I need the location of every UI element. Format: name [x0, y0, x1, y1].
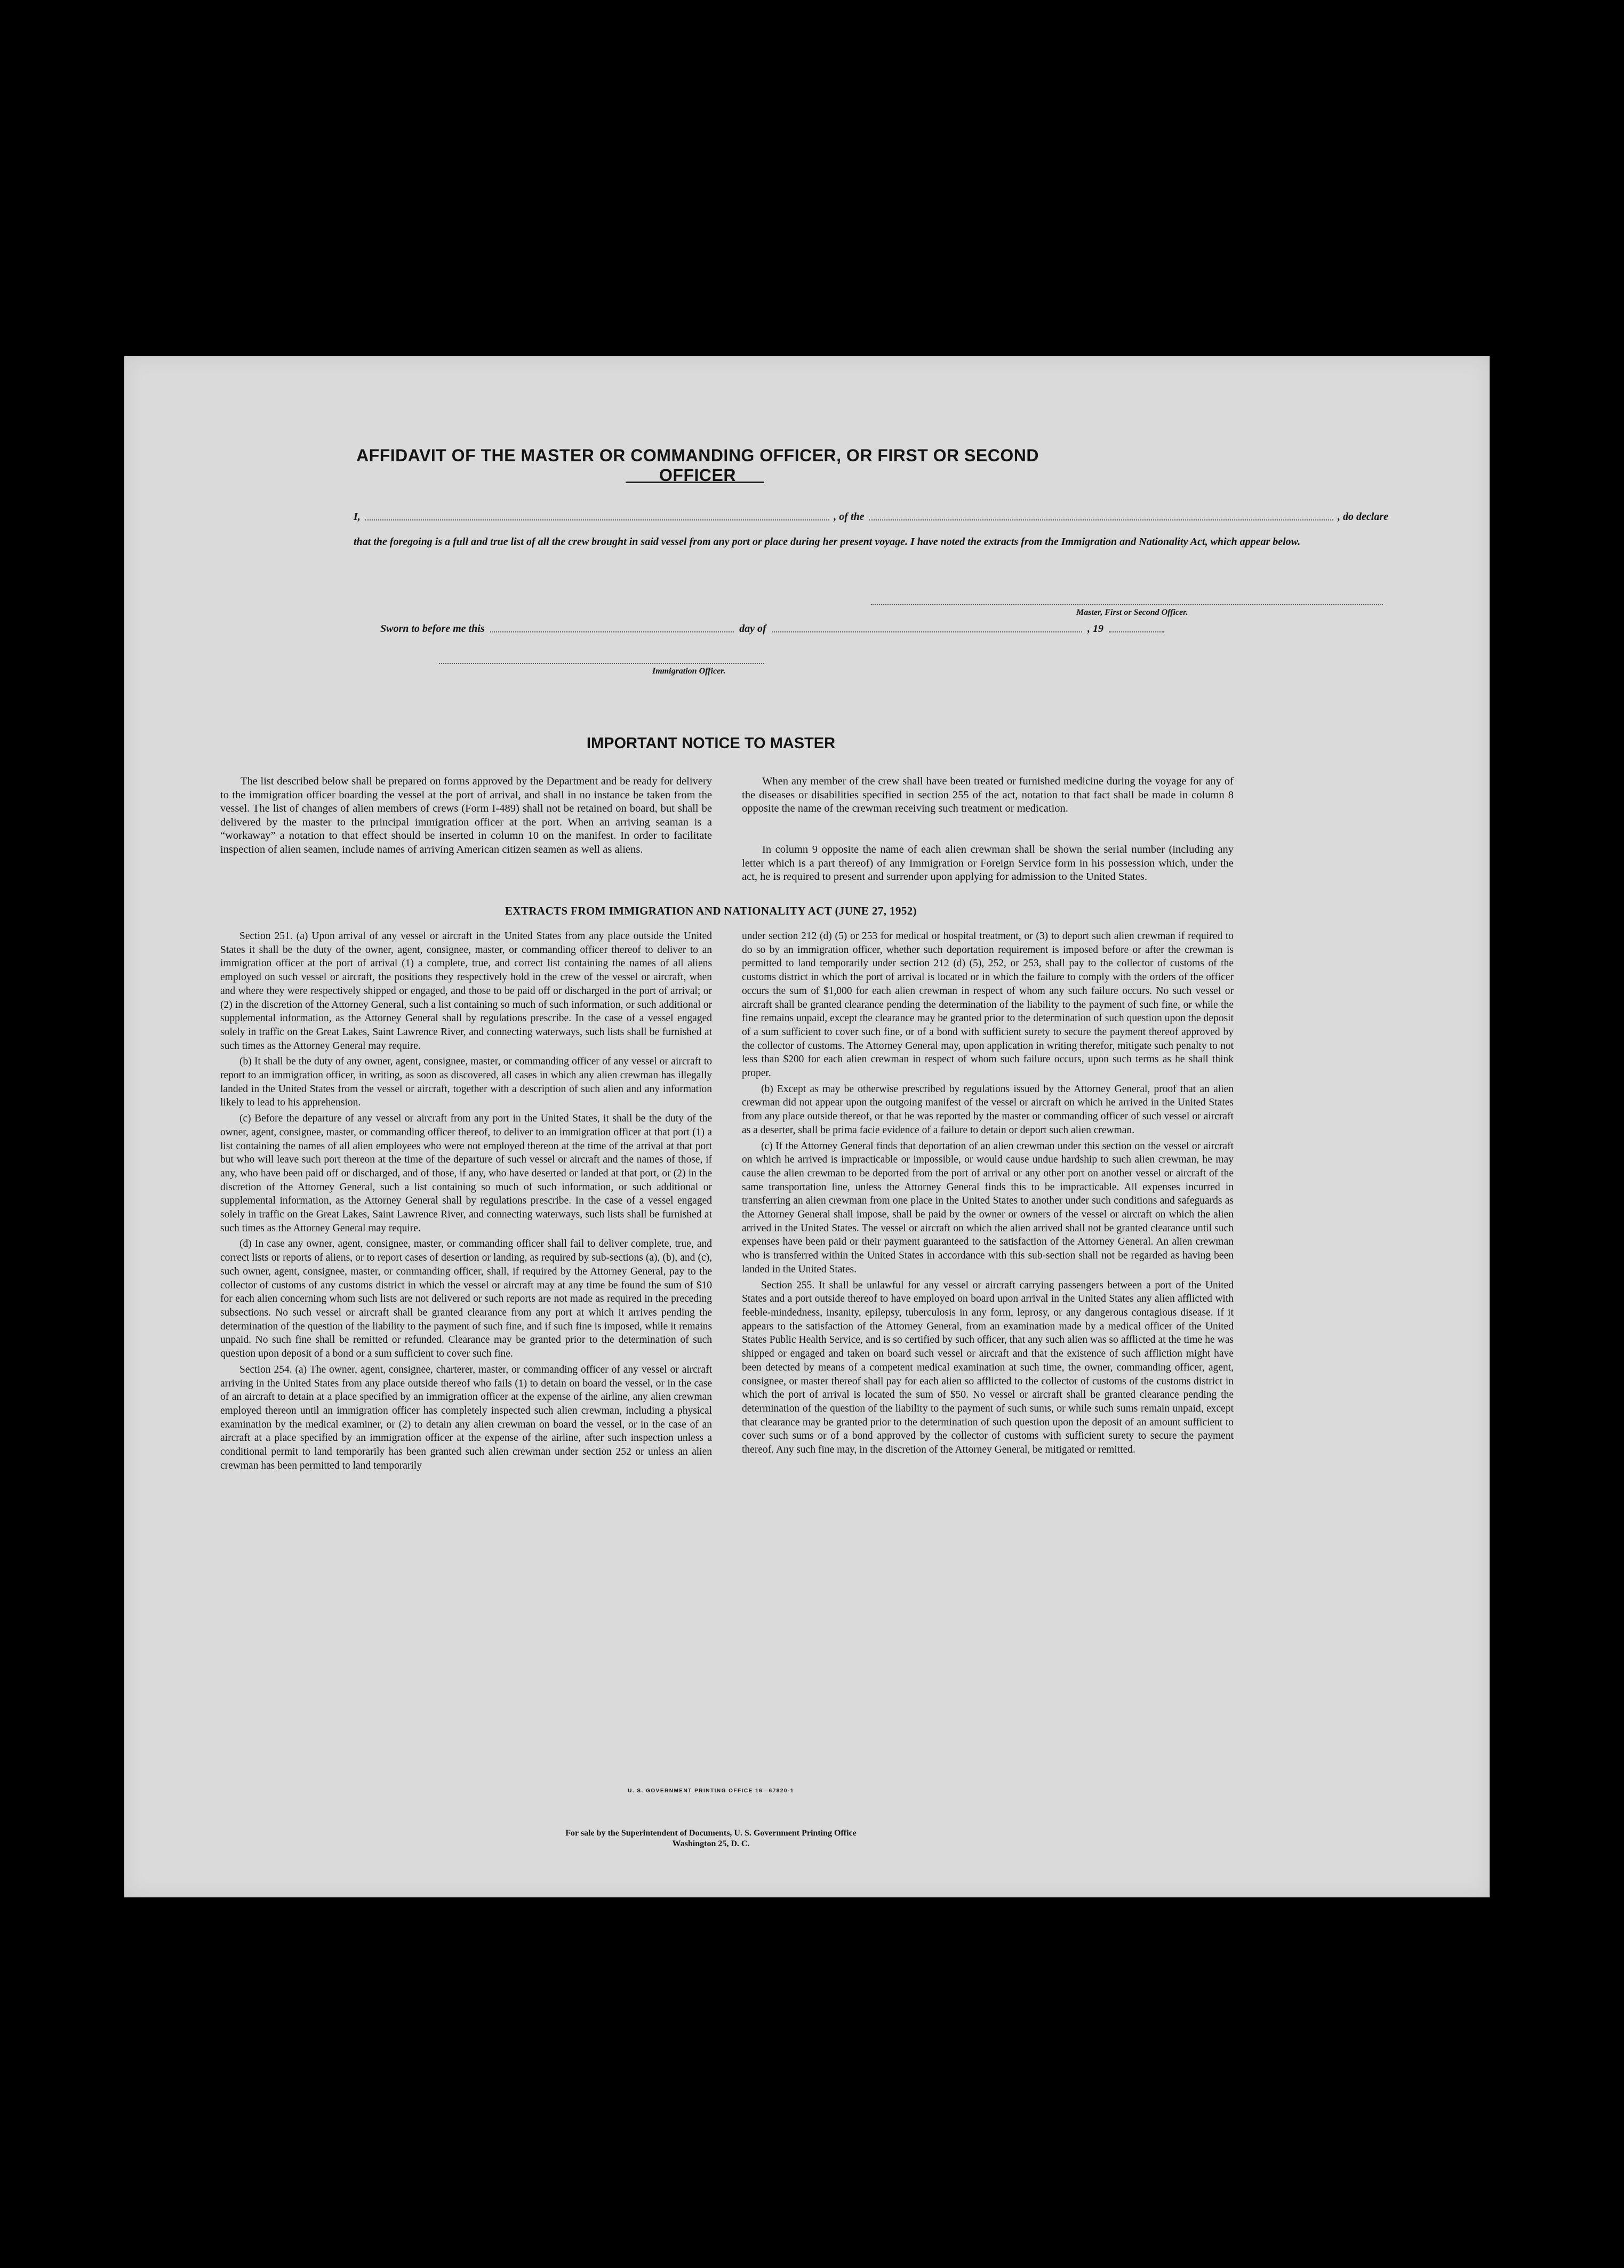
- sworn-month-blank[interactable]: [772, 631, 1082, 632]
- year-label: , 19: [1087, 623, 1104, 635]
- punch-hole: [1570, 948, 1597, 976]
- section-254-a: Section 254. (a) The owner, agent, consignee, charterer, master, or commanding officer of any vessel or aircraft arriving in the United States from any place outside thereof who fails (1) to detain on board the vessel, or in the case of an aircraft to detain at a place specified by an immigration officer at the expense of the airline, any alien crewman employed thereon until an immigration officer has completely inspected such alien crewman, including a physical examination by the medical examiner, or (2) to detain any alien crewman on board the vessel, or in the case of an aircraft at a place specified by an immigration officer at the expense of the airline, after such inspection unless a conditional permit to land temporarily has been granted such alien crewman under section 252 or unless an alien crewman has been permitted to land temporarily: [220, 1364, 712, 1471]
- sworn-year-blank[interactable]: [1109, 631, 1164, 632]
- section-254-c: (c) If the Attorney General finds that deportation of an alien crewman under this section on the vessel or aircraft on which he arrived is impracticable or impossible, or would cause undue hardship to such alien crewman, he may cause the alien crewman to be deported from the port of arrival or any other port on another vessel or aircraft of the same transportation line, unless the Attorney General finds this to be impracticable. All expenses incurred in transferring an alien crewman from one place in the United States to another under such conditions and safeguards as the Attorney General shall impose, shall be paid by the owner or owners of the vessel or aircraft on which the alien arrived in the United States. The vessel or aircraft on which the alien arrived shall not be granted clearance until such expenses have been paid or their payment guaranteed to the satisfaction of the Attorney General. An alien crewman who is transferred within the United States in accordance with this sub-section shall not be regarded as having been landed in the United States.: [742, 1140, 1234, 1275]
- section-251-b: (b) It shall be the duty of any owner, agent, consignee, master, or commanding officer of any vessel or aircraft to report to an immigration officer, in writing, as soon as discovered, all cases in which any alien crewman has illegally landed in the United States from the vessel or aircraft, together with a description of such alien and any information likely to lead to his apprehension.: [220, 1056, 712, 1109]
- notice-title: IMPORTANT NOTICE TO MASTER: [586, 735, 836, 752]
- of-the-label: , of the: [834, 511, 865, 523]
- form-content: [124, 356, 1490, 1897]
- extracts-title: EXTRACTS FROM IMMIGRATION AND NATIONALITY ACT (JUNE 27, 1952): [505, 904, 917, 917]
- notice-left-paragraph: The list described below shall be prepared on forms approved by the Department and be ready for delivery to the immigration officer boarding the vessel at the port of arrival, and shall in no instance be taken from the vessel. The list of changes of alien members of crews (Form I-489) shall not be retained on board, but shall be delivered by the master to the principal immigration officer at the port. When an arriving seaman is a “workaway” a notation to that effect should be inserted in column 10 on the manifest. In order to facilitate inspection of alien seamen, include names of arriving American citizen seamen as well as aliens.: [220, 775, 712, 855]
- i-label: I,: [354, 511, 361, 523]
- extracts-right-column: [742, 929, 1234, 1459]
- declaration-line: [354, 511, 1388, 523]
- punch-hole: [1570, 479, 1597, 507]
- punch-hole: [1570, 1428, 1597, 1456]
- section-255: Section 255. It shall be unlawful for any vessel or aircraft carrying passengers between a port of the United States and a port outside thereof to have employed on board upon arrival in the United States any alien afflicted with feeble-mindedness, insanity, epilepsy, tuberculosis in any form, leprosy, or any dangerous contagious disease. If it appears to the satisfaction of the Attorney General, from an examination made by a medical officer of the United States Public Health Service, and is so certified by such officer, that any such alien was so afflicted at the time he was shipped or engaged and taken on board such vessel or aircraft and that the existence of such affliction might have been detected by means of a competent medical examination at such time, the owner, commanding officer, agent, consignee, or master thereof shall pay for each alien so afflicted to the collector of customs of the customs district in which the port of arrival is located the sum of $50. No vessel or aircraft shall be granted clearance pending the determination of the question of the liability to the payment of such sums, or while such sums remain unpaid, except that clearance may be granted prior to the determination of such question upon the deposit of an amount sufficient to cover such sums or of a bond approved by the collector of customs with sufficient surety to secure the payment thereof. Any such fine may, in the discretion of the Attorney General, be mitigated or remitted.: [742, 1279, 1234, 1456]
- footer-line-2: Washington 25, D. C.: [672, 1839, 750, 1848]
- section-254-a-continued: under section 212 (d) (5) or 253 for medical or hospital treatment, or (3) to deport such alien crewman if required to do so by an immigration officer, whether such deportation requirement is imposed before or after the crewman is permitted to land temporarily under section 212 (d) (5), 252, or 253, shall pay to the collector of customs of the customs district in which the port of arrival is located or in which the failure to comply with the orders of the officer occurs the sum of $1,000 for each alien crewman in respect of whom any such failure occurs. No such vessel or aircraft shall be granted clearance pending the determination of the liability to the payment of such fine, or while the fine remains unpaid, except the clearance may be granted prior to the determination of such question upon the deposit of a sum sufficient to cover such fine, or of a bond with sufficient surety to secure the payment thereof approved by the collector of customs. The Attorney General may, upon application in writing therefor, mitigate such penalty to not less than $200 for each alien crewman in respect of whom such failure occurs, upon such terms as he shall think proper.: [742, 931, 1234, 1079]
- name-blank[interactable]: [365, 519, 830, 520]
- title-rule: [626, 482, 764, 483]
- immigration-officer-label: Immigration Officer.: [652, 667, 726, 676]
- immigration-officer-signature-line[interactable]: [439, 663, 764, 664]
- form-page: [124, 356, 1490, 1897]
- footer: [444, 1828, 978, 1849]
- punch-hole: [1570, 1671, 1597, 1699]
- declaration-statement: that the foregoing is a full and true list of all the crew brought in said vessel from any port or place during her present voyage. I have noted the extracts from the Immigration and Nationality Act, which appear below.: [354, 536, 1301, 548]
- sworn-day-blank[interactable]: [490, 631, 734, 632]
- section-251-d: (d) In case any owner, agent, consignee, master, or commanding officer shall fail to deliver complete, true, and correct lists or reports of aliens, or to report cases of desertion or landing, as required by sub-sections (a), (b), and (c), such owner, agent, consignee, master, or commanding officer, shall, if required by the Attorney General, pay to the collector of customs of any customs district in which the vessel or aircraft may at any time be found the sum of $10 for each alien concerning whom such lists are not delivered or such reports are not made as required in the preceding subsections. No such vessel or aircraft shall be granted clearance from any port at which it arrives pending the determination of the question of the liability to the payment of such fine, and if such fine is imposed, while it remains unpaid. No such fine shall be remitted or refunded. Clearance may be granted prior to the determination of such question upon deposit of a bond or a sum sufficient to cover such fine.: [220, 1238, 712, 1360]
- section-251-a: Section 251. (a) Upon arrival of any vessel or aircraft in the United States from any place outside the United States it shall be the duty of the owner, agent, consignee, master, or commanding officer thereof to deliver to an immigration officer at the port of arrival (1) a complete, true, and correct list containing the names of all aliens employed on such vessel or aircraft, the positions they respectively hold in the crew of the vessel or aircraft, when and where they were respectively shipped or engaged, and those to be paid off or discharged in the port of arrival; or (2) in the discretion of the Attorney General, such a list containing so much of such information, or such additional or supplemental information, as the Attorney General shall by regulations prescribe. In the case of a vessel engaged solely in traffic on the Great Lakes, Saint Lawrence River, and connecting waterways, such lists shall be furnished at such times as the Attorney General may require.: [220, 931, 712, 1052]
- do-declare-label: , do declare: [1338, 511, 1388, 523]
- punch-hole: [1570, 1742, 1597, 1769]
- sworn-label: Sworn to before me this: [380, 623, 485, 635]
- master-signature-label: Master, First or Second Officer.: [1076, 608, 1188, 617]
- section-251-c: (c) Before the departure of any vessel or aircraft from any port in the United States, it shall be the duty of the owner, agent, consignee, master, or commanding officer thereof, to deliver to an immigration officer at that port (1) a list containing the names of all alien employees who were not employed thereon at the time of the arrival at that port but who will leave such port thereon at the time of the departure of such vessel or aircraft and the names of those, if any, who have been paid off or discharged, and of those, if any, who have deserted or landed at that port, or (2) in the discretion of the Attorney General, such a list containing so much of such information, or such additional or supplemental information, as the Attorney General shall by regulations prescribe. In the case of a vessel engaged solely in traffic on the Great Lakes, Saint Lawrence River, and connecting waterways, such lists shall be furnished at such times as the Attorney General may require.: [220, 1113, 712, 1234]
- punch-hole: [1570, 1344, 1597, 1372]
- notice-right-paragraph-1: When any member of the crew shall have been treated or furnished medicine during the voyage for any of the diseases or disabilities specified in section 255 of the act, notation to that fact shall be made in column 8 opposite the name of the crewman receiving such treatment or medication.: [742, 775, 1234, 815]
- notice-right-paragraph-2: In column 9 opposite the name of each alien crewman shall be shown the serial number (including any letter which is a part thereof) of any Immigration or Foreign Service form in his possession which, under the act, he is required to present and surrender upon applying for admission to the United States.: [742, 844, 1234, 883]
- extracts-left-column: [220, 929, 712, 1474]
- vessel-blank[interactable]: [869, 519, 1334, 520]
- sworn-line: [380, 623, 1170, 635]
- punch-hole: [1570, 555, 1597, 582]
- punch-hole: [1570, 880, 1597, 908]
- master-signature-line[interactable]: [871, 604, 1383, 605]
- section-254-b: (b) Except as may be otherwise prescribed by regulations issued by the Attorney General, proof that an alien crewman did not appear upon the outgoing manifest of the vessel or aircraft on which he arrived in the United States from any place outside thereof, or that he was reported by the master or commanding officer of such vessel or aircraft as a deserter, shall be prima facie evidence of a failure to detain or deport such alien crewman.: [742, 1083, 1234, 1136]
- printing-office-imprint: U. S. GOVERNMENT PRINTING OFFICE 16—67820-1: [628, 1788, 794, 1794]
- affidavit-title: AFFIDAVIT OF THE MASTER OR COMMANDING OFFICER, OR FIRST OR SECOND OFFICER: [356, 446, 1039, 485]
- day-of-label: day of: [739, 623, 766, 635]
- footer-line-1: For sale by the Superintendent of Documents, U. S. Government Printing Office: [565, 1829, 857, 1838]
